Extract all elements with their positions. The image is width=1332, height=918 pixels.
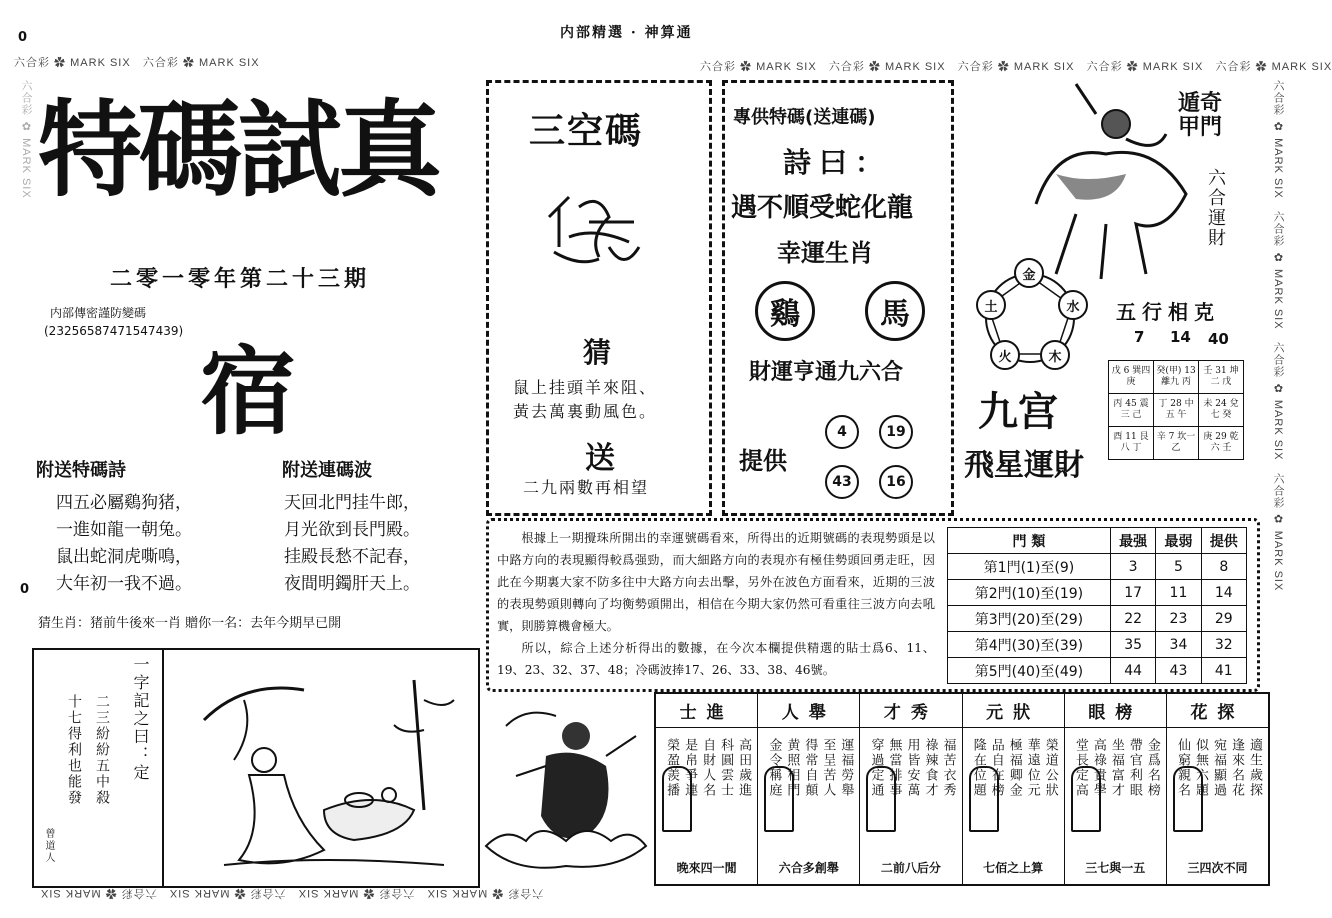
poem-column: 黄照相門 bbox=[784, 738, 800, 798]
poem2 bbox=[284, 490, 420, 598]
element-water: 水 bbox=[1058, 290, 1088, 320]
wuxing-label: 五行相克 bbox=[1116, 300, 1220, 324]
scholar-title: 士進 bbox=[656, 694, 757, 728]
number-ball: 4 bbox=[825, 415, 859, 449]
verse-line: 黃去萬裏動風色。 bbox=[513, 402, 658, 421]
scholar-poem bbox=[663, 738, 751, 798]
poem-column: 至呈苦人 bbox=[820, 738, 836, 798]
palace-cell: 未 24 兌七 癸 bbox=[1199, 394, 1244, 427]
poem-column: 帶官利眼 bbox=[1126, 738, 1142, 798]
special-title: 專供特碼(送連碼) bbox=[733, 107, 876, 128]
number-ball: 19 bbox=[879, 415, 913, 449]
wuxing-number: 14 bbox=[1170, 328, 1191, 346]
stats-cell: 第3門(20)至(29) bbox=[948, 606, 1111, 632]
palace-cell: 癸(甲) 13 離九 丙 bbox=[1154, 361, 1199, 394]
element-earth: 土 bbox=[976, 290, 1006, 320]
stats-cell: 29 bbox=[1201, 606, 1246, 632]
number-ball: 43 bbox=[825, 465, 859, 499]
number-ball: 16 bbox=[879, 465, 913, 499]
scene-panel bbox=[32, 648, 480, 888]
flying-star-title: 飛星運財 bbox=[964, 448, 1084, 483]
stats-cell: 8 bbox=[1201, 554, 1246, 580]
poem-column: 科圓雲士 bbox=[718, 738, 734, 798]
poem-column: 金令稱庭 bbox=[766, 738, 782, 798]
verse-line: 鼠上挂頭羊來阻、 bbox=[513, 378, 658, 397]
page-header-title: 内部精選 · 神算通 bbox=[560, 25, 693, 41]
verse-line: 二九兩數再相望 bbox=[523, 478, 650, 497]
table-row bbox=[948, 658, 1247, 684]
element-metal: 金 bbox=[1014, 258, 1044, 288]
scholar-panel bbox=[654, 692, 1270, 886]
special-code-box bbox=[722, 80, 954, 516]
poem-column: 用皆安萬 bbox=[904, 738, 920, 798]
scholar-footer: 六合多創舉 bbox=[778, 861, 839, 875]
qimen-title-text: 遁奇甲門 bbox=[1178, 91, 1223, 140]
scholar-footer: 三七與一五 bbox=[1085, 861, 1146, 875]
issue-number: 二零一零年第二十三期 bbox=[110, 266, 371, 292]
poem2-line: 天回北門挂牛郎， bbox=[284, 493, 420, 513]
scholar-title: 人舉 bbox=[758, 694, 859, 728]
stats-cell: 22 bbox=[1110, 606, 1155, 632]
scholar-column bbox=[1167, 694, 1268, 884]
poem2-line: 夜間明鐲肝天上。 bbox=[284, 574, 420, 594]
stats-cell: 3 bbox=[1110, 554, 1155, 580]
poem-column: 穿過定通 bbox=[868, 738, 884, 798]
warrior-horse-illustration bbox=[1016, 84, 1196, 284]
stats-header: 門 類 bbox=[948, 528, 1111, 554]
scribble-glyph bbox=[539, 187, 649, 277]
poem1 bbox=[56, 490, 192, 598]
poem-column: 宛福顯過 bbox=[1211, 738, 1227, 798]
palace-cell: 丙 45 震三 己 bbox=[1109, 394, 1154, 427]
stats-table bbox=[947, 527, 1247, 684]
poem-column: 得常自顛 bbox=[802, 738, 818, 798]
stats-cell: 23 bbox=[1156, 606, 1201, 632]
poem-column: 隆在位題 bbox=[970, 738, 986, 798]
palace-cell: 酉 11 艮八 丁 bbox=[1109, 427, 1154, 460]
poem-column: 坐福富才 bbox=[1108, 738, 1124, 798]
stats-cell: 14 bbox=[1201, 580, 1246, 606]
empty-code-title: 三空碼 bbox=[529, 111, 644, 152]
analysis-text bbox=[497, 527, 935, 681]
top-border-strip-left: 六合彩 ✿ MARK SIX 六合彩 ✿ MARK SIX bbox=[14, 57, 260, 69]
table-row bbox=[948, 580, 1247, 606]
guess-zodiac-line: 猜生肖：猪前牛後來一肖 贈你一名：去年今期早已開 bbox=[38, 616, 342, 631]
stats-cell: 5 bbox=[1156, 554, 1201, 580]
wuxing-number: 7 bbox=[1134, 328, 1145, 346]
stats-cell: 32 bbox=[1201, 632, 1246, 658]
scholar-title: 元狀 bbox=[963, 694, 1064, 728]
big-character: 宿 bbox=[200, 335, 296, 448]
zodiac-circle: 鷄 bbox=[755, 281, 815, 341]
scholar-title: 花探 bbox=[1167, 694, 1268, 728]
scene-divider bbox=[162, 650, 164, 886]
lucky-text: 六合運財 bbox=[1205, 168, 1226, 248]
poem2-title: 附送連碼波 bbox=[282, 460, 372, 481]
scholar-poem bbox=[970, 738, 1058, 798]
poem-column: 榮盈羨播 bbox=[664, 738, 680, 798]
scholar-column bbox=[656, 694, 758, 884]
sage-drinking-illustration bbox=[184, 660, 464, 880]
poem2-line: 挂殿長愁不記春， bbox=[284, 547, 420, 567]
stats-cell: 41 bbox=[1201, 658, 1246, 684]
stats-cell: 第5門(40)至(49) bbox=[948, 658, 1111, 684]
stats-cell: 44 bbox=[1110, 658, 1155, 684]
scholar-footer: 三四次不同 bbox=[1187, 861, 1248, 875]
poem2-line: 月光欲到長門殿。 bbox=[284, 520, 420, 540]
poem-column: 高祿貴學 bbox=[1090, 738, 1106, 798]
palace-cell: 丁 28 中五 午 bbox=[1154, 394, 1199, 427]
scholar-title: 才秀 bbox=[860, 694, 961, 728]
provide-label: 提供 bbox=[739, 447, 787, 475]
poem-column: 無當排事 bbox=[886, 738, 902, 798]
qimen-title bbox=[1178, 92, 1238, 140]
table-row bbox=[948, 554, 1247, 580]
scholar-column bbox=[1065, 694, 1167, 884]
stats-header: 提供 bbox=[1201, 528, 1246, 554]
poem-column: 適生歲探 bbox=[1247, 738, 1263, 798]
poem-column: 榮道公狀 bbox=[1042, 738, 1058, 798]
right-border-strip: 六合彩 ✿ MARK SIX 六合彩 ✿ MARK SIX 六合彩 ✿ MARK SIX 六合彩 ✿ MARK SIX bbox=[1272, 80, 1284, 592]
poem-column: 極福卿金 bbox=[1006, 738, 1022, 798]
poem-label: 詩曰： bbox=[783, 146, 892, 179]
table-row bbox=[948, 632, 1247, 658]
poem-column: 是帛爭連 bbox=[682, 738, 698, 798]
scholar-title: 眼榜 bbox=[1065, 694, 1166, 728]
nine-palace-grid bbox=[1108, 360, 1244, 460]
analysis-box bbox=[486, 518, 1260, 692]
scholar-column bbox=[860, 694, 962, 884]
poem1-title: 附送特碼詩 bbox=[36, 460, 126, 481]
left-border-strip: 六合彩 ✿ MARK SIX bbox=[20, 80, 32, 199]
stats-header: 最强 bbox=[1110, 528, 1155, 554]
lucky-zodiac-label: 幸運生肖 bbox=[777, 239, 873, 267]
stats-cell: 17 bbox=[1110, 580, 1155, 606]
poem-column: 品自在榜 bbox=[988, 738, 1004, 798]
poem-column: 福苦衣秀 bbox=[940, 738, 956, 798]
stats-header: 最弱 bbox=[1156, 528, 1201, 554]
scholar-footer: 晚來四一閒 bbox=[676, 861, 737, 875]
table-row bbox=[948, 606, 1247, 632]
palace-cell: 辛 7 坎一 乙 bbox=[1154, 427, 1199, 460]
poem-line: 遇不順受蛇化龍 bbox=[731, 193, 914, 223]
poem1-line: 一進如龍一朝兔。 bbox=[56, 520, 192, 540]
empty-code-box bbox=[486, 80, 712, 516]
poem-column: 運福勞舉 bbox=[838, 738, 854, 798]
signature: 曾道人 bbox=[43, 828, 54, 864]
zodiac-circle: 馬 bbox=[865, 281, 925, 341]
corner-mark-left: 0 bbox=[20, 582, 30, 597]
wuxing-number: 40 bbox=[1208, 330, 1229, 348]
stats-cell: 第2門(10)至(19) bbox=[948, 580, 1111, 606]
stats-cell: 43 bbox=[1156, 658, 1201, 684]
palace-cell: 壬 31 坤二 戊 bbox=[1199, 361, 1244, 394]
headline: 特碼試真 bbox=[38, 89, 439, 211]
riddle-column: 一字記之曰：定 bbox=[131, 656, 150, 782]
poem1-line: 四五必屬鷄狗猪， bbox=[56, 493, 192, 513]
immortal-on-cloud-illustration bbox=[486, 696, 646, 882]
stats-cell: 第1門(1)至(9) bbox=[948, 554, 1111, 580]
poem-column: 似無六題 bbox=[1193, 738, 1209, 798]
poem-column: 堂長定高 bbox=[1072, 738, 1088, 798]
corner-mark: 0 bbox=[18, 30, 28, 45]
stats-cell: 34 bbox=[1156, 632, 1201, 658]
poem-column: 仙窮親名 bbox=[1175, 738, 1191, 798]
element-fire: 火 bbox=[990, 340, 1020, 370]
poem-column: 金爲名榜 bbox=[1144, 738, 1160, 798]
scholar-poem bbox=[1072, 738, 1160, 798]
palace-cell: 庚 29 乾六 壬 bbox=[1199, 427, 1244, 460]
poem1-line: 大年初一我不過。 bbox=[56, 574, 192, 594]
poem-column: 逢來名花 bbox=[1229, 738, 1245, 798]
stats-cell: 11 bbox=[1156, 580, 1201, 606]
secret-note: 内部傳密謹防變碼 bbox=[50, 306, 147, 320]
stats-cell: 第4門(30)至(39) bbox=[948, 632, 1111, 658]
nine-palace-title: 九宫 bbox=[978, 388, 1058, 435]
scholar-footer: 七佰之上算 bbox=[983, 861, 1044, 875]
poem-column: 自財人名 bbox=[700, 738, 716, 798]
palace-cell: 戊 6 巽四 庚 bbox=[1109, 361, 1154, 394]
top-border-strip-right: 六合彩 ✿ MARK SIX 六合彩 ✿ MARK SIX 六合彩 ✿ MARK SIX 六合彩 ✿ MARK SIX 六合彩 ✿ MARK SIX bbox=[700, 61, 1332, 73]
scholar-column bbox=[963, 694, 1065, 884]
bottom-border-strip: 六合彩 ✿ MARK SIX 六合彩 ✿ MARK SIX 六合彩 ✿ MARK SIX 六合彩 ✿ MARK SIX bbox=[40, 887, 544, 899]
scholar-poem bbox=[765, 738, 853, 798]
riddle-column-3: 十七得利也能發 bbox=[66, 694, 82, 806]
scholar-poem bbox=[1174, 738, 1262, 798]
scholar-poem bbox=[868, 738, 956, 798]
poem-column: 華遠位元 bbox=[1024, 738, 1040, 798]
scholar-column bbox=[758, 694, 860, 884]
riddle-column-2: 二三紛紛五中殺 bbox=[94, 694, 110, 806]
analysis-paragraph: 所以，綜合上述分析得出的數據，在今次本欄提供精選的貼士爲6、11、19、23、32、37、48；冷碼波捧17、26、33、38、46號。 bbox=[497, 641, 935, 677]
analysis-paragraph: 根據上一期攪珠所開出的幸運號碼看來，所得出的近期號碼的表現勢頭是以中路方向的表現顯得較爲强勁，而大細路方向的表現亦有極佳勢頭回勇走旺，因此在今期裏大家不防多往中大路方向去出擊，另外在波色方面看來，近期的三波的表現勢頭則轉向了均衡勢頭開出，相信在今期大家仍然可看重往三波方向去吼實，則勝算機會極大。 bbox=[497, 531, 935, 633]
poem-column: 祿辣食才 bbox=[922, 738, 938, 798]
element-wood: 木 bbox=[1040, 340, 1070, 370]
scholar-footer: 二前八后分 bbox=[880, 861, 941, 875]
secret-code: (23256587471547439) bbox=[44, 324, 184, 338]
send-label: 送 bbox=[585, 441, 615, 476]
fortune-line: 財運亨通九六合 bbox=[749, 360, 904, 385]
guess-label: 猜 bbox=[583, 336, 612, 369]
poem1-line: 鼠出蛇洞虎嘶鳴， bbox=[56, 547, 192, 567]
stats-cell: 35 bbox=[1110, 632, 1155, 658]
poem-column: 高田歲進 bbox=[736, 738, 752, 798]
